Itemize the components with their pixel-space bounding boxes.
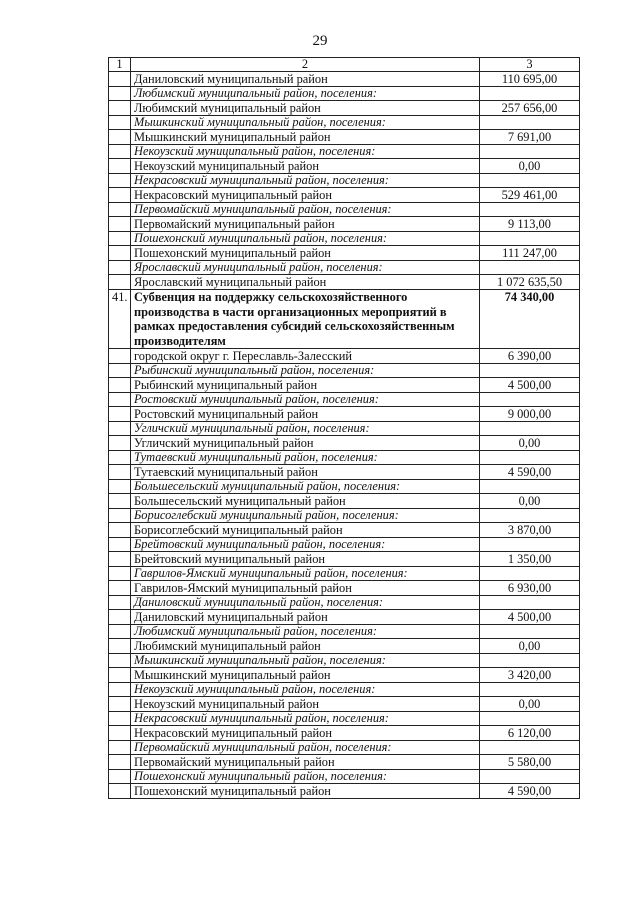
table-row	[109, 712, 580, 726]
amount-cell	[480, 480, 580, 494]
table-row	[109, 784, 580, 799]
row-number-cell	[109, 581, 131, 596]
table-row	[109, 349, 580, 364]
amount-cell	[480, 451, 580, 465]
subheading-cell: Угличский муниципальный район, поселения:	[131, 422, 480, 436]
row-number-cell	[109, 174, 131, 188]
district-name-cell: Мышкинский муниципальный район	[131, 130, 480, 145]
subheading-cell: Ростовский муниципальный район, поселения:	[131, 393, 480, 407]
amount-cell: 110 695,00	[480, 72, 580, 87]
amount-cell: 9 113,00	[480, 217, 580, 232]
amount-cell: 7 691,00	[480, 130, 580, 145]
subheading-cell: Большесельский муниципальный район, поселения:	[131, 480, 480, 494]
subheading-cell: Тутаевский муниципальный район, поселения:	[131, 451, 480, 465]
row-number-cell	[109, 407, 131, 422]
amount-cell: 6 390,00	[480, 349, 580, 364]
row-number-cell	[109, 72, 131, 87]
table-row	[109, 668, 580, 683]
row-number-cell	[109, 159, 131, 174]
amount-cell	[480, 174, 580, 188]
table-row	[109, 246, 580, 261]
row-number-cell	[109, 203, 131, 217]
row-number-cell	[109, 726, 131, 741]
amount-cell: 5 580,00	[480, 755, 580, 770]
row-number-cell	[109, 145, 131, 159]
subheading-cell: Любимский муниципальный район, поселения:	[131, 87, 480, 101]
amount-cell	[480, 654, 580, 668]
table-row	[109, 275, 580, 290]
amount-cell: 4 590,00	[480, 784, 580, 799]
table-row	[109, 436, 580, 451]
subheading-cell: Борисоглебский муниципальный район, поселения:	[131, 509, 480, 523]
row-number-cell	[109, 232, 131, 246]
header-col-3: 3	[480, 58, 580, 72]
row-number-cell	[109, 364, 131, 378]
table-row	[109, 72, 580, 87]
row-number-cell	[109, 567, 131, 581]
row-number-cell	[109, 610, 131, 625]
amount-cell: 9 000,00	[480, 407, 580, 422]
table-row	[109, 697, 580, 712]
subheading-cell: Гаврилов-Ямский муниципальный район, поселения:	[131, 567, 480, 581]
amount-cell	[480, 145, 580, 159]
row-number-cell	[109, 436, 131, 451]
amount-cell: 0,00	[480, 436, 580, 451]
table-row	[109, 596, 580, 610]
district-name-cell: Некоузский муниципальный район	[131, 697, 480, 712]
amount-cell: 6 930,00	[480, 581, 580, 596]
row-number-cell	[109, 465, 131, 480]
row-number-cell	[109, 654, 131, 668]
amount-cell	[480, 509, 580, 523]
row-number-cell	[109, 246, 131, 261]
table-row	[109, 755, 580, 770]
table-row	[109, 101, 580, 116]
table-row	[109, 451, 580, 465]
row-number-cell	[109, 639, 131, 654]
table-row	[109, 567, 580, 581]
amount-cell	[480, 422, 580, 436]
table-row	[109, 523, 580, 538]
district-name-cell: Некрасовский муниципальный район	[131, 188, 480, 203]
district-name-cell: Первомайский муниципальный район	[131, 217, 480, 232]
amount-cell: 111 247,00	[480, 246, 580, 261]
subheading-cell: Рыбинский муниципальный район, поселения:	[131, 364, 480, 378]
district-name-cell: Пошехонский муниципальный район	[131, 784, 480, 799]
row-number-cell	[109, 261, 131, 275]
district-name-cell: Мышкинский муниципальный район	[131, 668, 480, 683]
row-number-cell	[109, 87, 131, 101]
amount-cell	[480, 87, 580, 101]
table-row	[109, 422, 580, 436]
district-name-cell: Даниловский муниципальный район	[131, 610, 480, 625]
table-row	[109, 494, 580, 509]
subheading-cell: Некрасовский муниципальный район, поселения:	[131, 174, 480, 188]
table-row	[109, 581, 580, 596]
subheading-cell: Мышкинский муниципальный район, поселения:	[131, 116, 480, 130]
amount-cell	[480, 116, 580, 130]
subheading-cell: Брейтовский муниципальный район, поселения:	[131, 538, 480, 552]
district-name-cell: Даниловский муниципальный район	[131, 72, 480, 87]
amount-cell: 257 656,00	[480, 101, 580, 116]
table-row	[109, 393, 580, 407]
amount-cell: 0,00	[480, 494, 580, 509]
table-row	[109, 625, 580, 639]
header-col-1: 1	[109, 58, 131, 72]
amount-cell	[480, 770, 580, 784]
table-row	[109, 116, 580, 130]
row-number-cell	[109, 741, 131, 755]
table-row	[109, 407, 580, 422]
table-row	[109, 232, 580, 246]
subheading-cell: Некрасовский муниципальный район, поселения:	[131, 712, 480, 726]
amount-cell	[480, 683, 580, 697]
subheading-cell: Пошехонский муниципальный район, поселения:	[131, 232, 480, 246]
header-row	[109, 58, 580, 72]
row-number-cell	[109, 784, 131, 799]
subheading-cell: Первомайский муниципальный район, поселения:	[131, 203, 480, 217]
table-row	[109, 726, 580, 741]
table-row	[109, 159, 580, 174]
district-name-cell: Некоузский муниципальный район	[131, 159, 480, 174]
row-number-cell	[109, 770, 131, 784]
table-row	[109, 610, 580, 625]
table-row	[109, 364, 580, 378]
amount-cell	[480, 232, 580, 246]
row-number-cell	[109, 625, 131, 639]
table-row	[109, 87, 580, 101]
row-number-cell	[109, 116, 131, 130]
subheading-cell: Некоузский муниципальный район, поселения:	[131, 683, 480, 697]
table-row	[109, 683, 580, 697]
subheading-cell: Мышкинский муниципальный район, поселения:	[131, 654, 480, 668]
row-number-cell	[109, 349, 131, 364]
table-row	[109, 741, 580, 755]
amount-cell: 1 072 635,50	[480, 275, 580, 290]
amount-cell: 3 420,00	[480, 668, 580, 683]
amount-cell: 3 870,00	[480, 523, 580, 538]
section-41-row	[109, 290, 580, 349]
row-number-cell	[109, 378, 131, 393]
row-number-cell	[109, 683, 131, 697]
amount-cell: 529 461,00	[480, 188, 580, 203]
amount-cell	[480, 538, 580, 552]
district-name-cell: городской округ г. Переславль-Залесский	[131, 349, 480, 364]
amount-cell	[480, 203, 580, 217]
page-number: 29	[312, 33, 328, 49]
district-name-cell: Гаврилов-Ямский муниципальный район	[131, 581, 480, 596]
district-name-cell: Некрасовский муниципальный район	[131, 726, 480, 741]
district-name-cell: Тутаевский муниципальный район	[131, 465, 480, 480]
row-number-cell	[109, 130, 131, 145]
table-row	[109, 378, 580, 393]
table-row	[109, 480, 580, 494]
table-row	[109, 145, 580, 159]
subheading-cell: Первомайский муниципальный район, поселения:	[131, 741, 480, 755]
table-row	[109, 217, 580, 232]
district-name-cell: Первомайский муниципальный район	[131, 755, 480, 770]
table-row	[109, 203, 580, 217]
table-row	[109, 552, 580, 567]
row-number-cell	[109, 494, 131, 509]
table-row	[109, 465, 580, 480]
table-row	[109, 261, 580, 275]
amount-cell: 4 500,00	[480, 610, 580, 625]
table-row	[109, 538, 580, 552]
subheading-cell: Ярославский муниципальный район, поселения:	[131, 261, 480, 275]
row-number-cell	[109, 596, 131, 610]
table-row	[109, 174, 580, 188]
amount-cell: 6 120,00	[480, 726, 580, 741]
amount-cell: 4 590,00	[480, 465, 580, 480]
row-number-cell	[109, 188, 131, 203]
row-number-cell	[109, 509, 131, 523]
subheading-cell: Даниловский муниципальный район, поселения:	[131, 596, 480, 610]
header-col-2: 2	[131, 58, 480, 72]
row-number-cell	[109, 422, 131, 436]
row-number-cell	[109, 451, 131, 465]
row-number-cell	[109, 538, 131, 552]
amount-cell	[480, 567, 580, 581]
table-body	[109, 58, 580, 799]
table-row	[109, 188, 580, 203]
subheading-cell: Пошехонский муниципальный район, поселения:	[131, 770, 480, 784]
amount-cell: 1 350,00	[480, 552, 580, 567]
district-name-cell: Любимский муниципальный район	[131, 101, 480, 116]
row-number-cell	[109, 697, 131, 712]
row-number-cell	[109, 755, 131, 770]
amount-cell: 0,00	[480, 639, 580, 654]
table-row	[109, 509, 580, 523]
amount-cell: 4 500,00	[480, 378, 580, 393]
table-row	[109, 770, 580, 784]
district-name-cell: Борисоглебский муниципальный район	[131, 523, 480, 538]
district-name-cell: Любимский муниципальный район	[131, 639, 480, 654]
amount-cell	[480, 712, 580, 726]
district-name-cell: Рыбинский муниципальный район	[131, 378, 480, 393]
amount-cell	[480, 741, 580, 755]
row-number-cell	[109, 393, 131, 407]
row-number-cell	[109, 275, 131, 290]
amount-cell	[480, 261, 580, 275]
district-name-cell: Большесельский муниципальный район	[131, 494, 480, 509]
district-name-cell: Ярославский муниципальный район	[131, 275, 480, 290]
section-number: 41.	[109, 290, 131, 349]
row-number-cell	[109, 668, 131, 683]
subheading-cell: Любимский муниципальный район, поселения:	[131, 625, 480, 639]
district-name-cell: Пошехонский муниципальный район	[131, 246, 480, 261]
amount-cell	[480, 364, 580, 378]
district-name-cell: Ростовский муниципальный район	[131, 407, 480, 422]
section-title: Субвенция на поддержку сельскохозяйственного производства в части организационных мероприятий в рамках предоставления субсидий сельскохозяйственным производителям	[131, 290, 480, 349]
amount-cell	[480, 625, 580, 639]
row-number-cell	[109, 712, 131, 726]
subvention-table	[108, 57, 580, 799]
amount-cell: 0,00	[480, 697, 580, 712]
row-number-cell	[109, 552, 131, 567]
district-name-cell: Угличский муниципальный район	[131, 436, 480, 451]
amount-cell	[480, 596, 580, 610]
row-number-cell	[109, 523, 131, 538]
amount-cell	[480, 393, 580, 407]
row-number-cell	[109, 217, 131, 232]
section-total: 74 340,00	[480, 290, 580, 349]
district-name-cell: Брейтовский муниципальный район	[131, 552, 480, 567]
table-row	[109, 130, 580, 145]
subheading-cell: Некоузский муниципальный район, поселения:	[131, 145, 480, 159]
row-number-cell	[109, 101, 131, 116]
table-row	[109, 654, 580, 668]
amount-cell: 0,00	[480, 159, 580, 174]
row-number-cell	[109, 480, 131, 494]
table-row	[109, 639, 580, 654]
